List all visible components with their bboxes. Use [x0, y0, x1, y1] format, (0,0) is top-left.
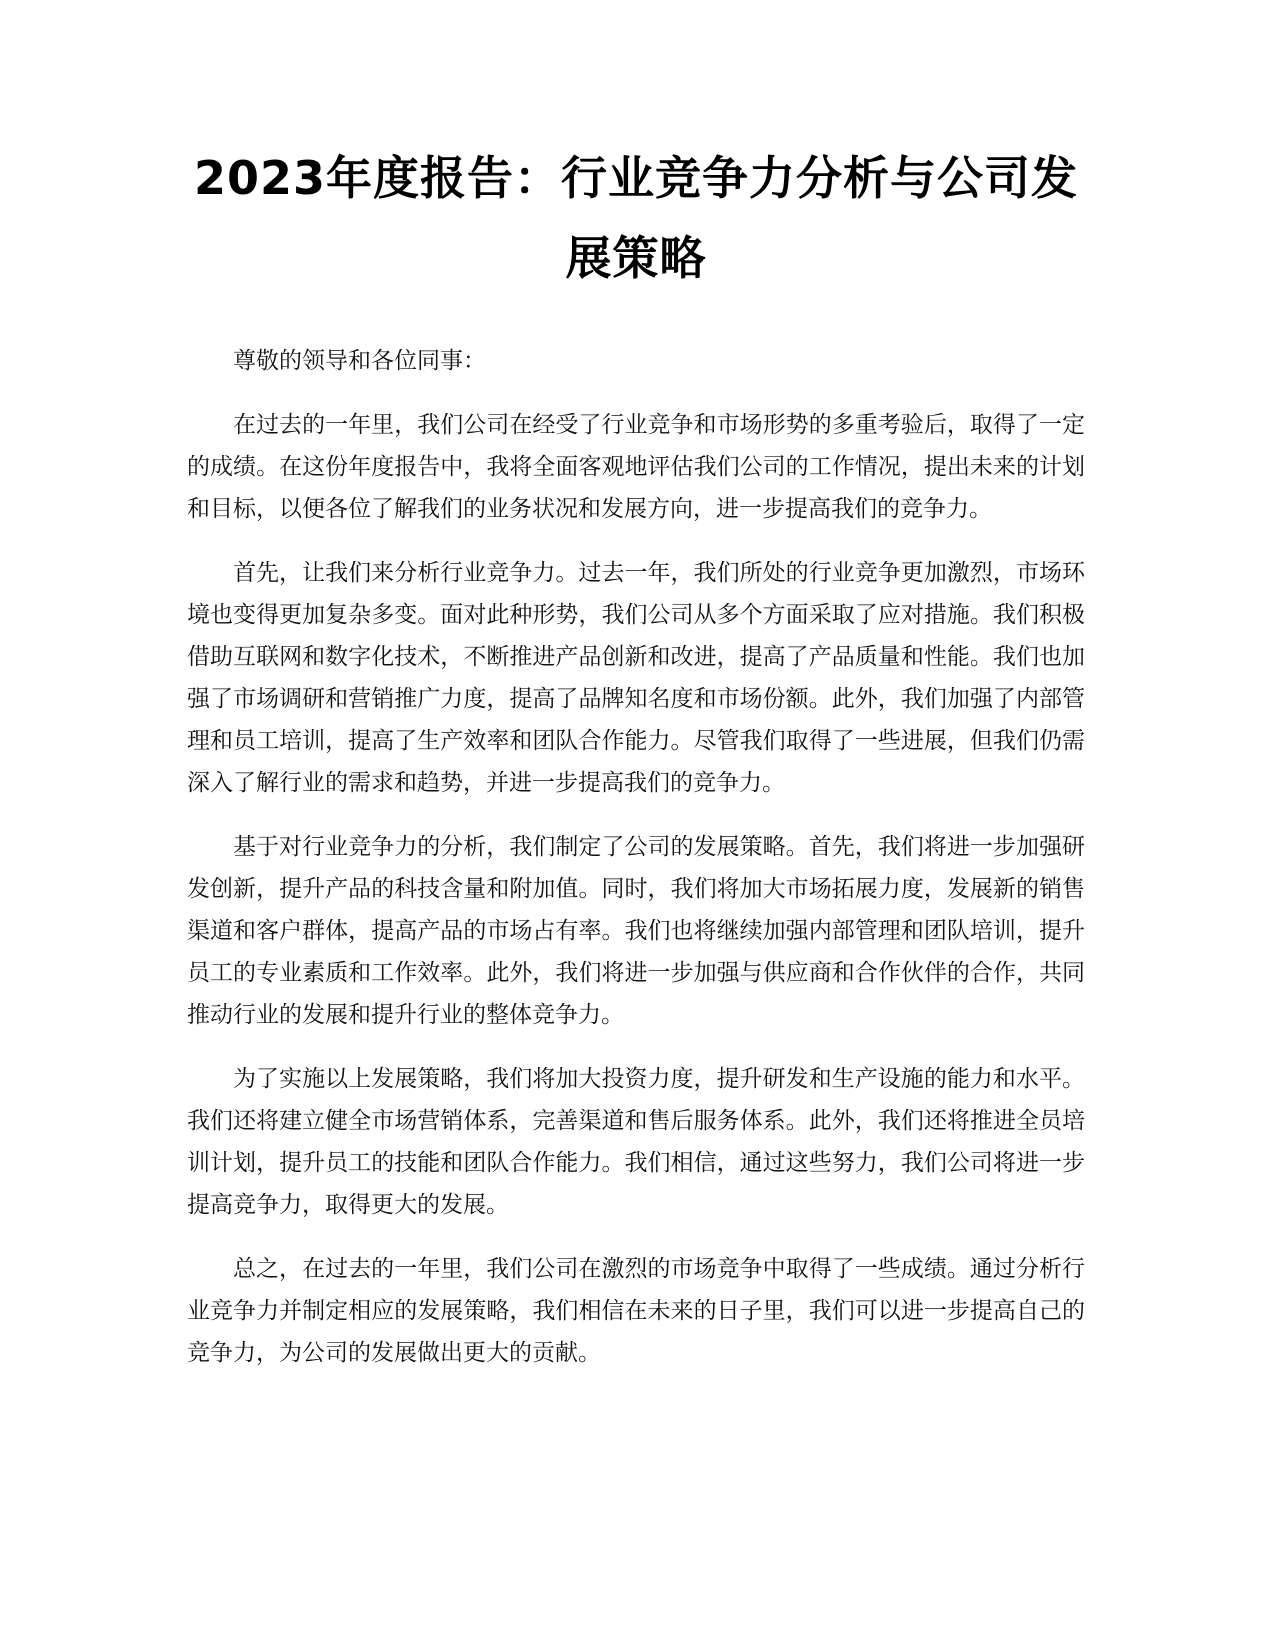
salutation: 尊敬的领导和各位同事： [233, 348, 486, 374]
paragraph-conclusion: 总之，在过去的一年里，我们公司在激烈的市场竞争中取得了一些成绩。通过分析行业竞争力并制定相应的发展策略，我们相信在未来的日子里，我们可以进一步提高自己的竞争力，为公司的发展做出更大的贡献。 [187, 1256, 1085, 1366]
document-title: 2023年度报告：行业竞争力分析与公司发展策略 [193, 151, 1079, 285]
paragraph-industry-analysis: 首先，让我们来分析行业竞争力。过去一年，我们所处的行业竞争更加激烈，市场环境也变得更加复杂多变。面对此种形势，我们公司从多个方面采取了应对措施。我们积极借助互联网和数字化技术，不断推进产品创新和改进，提高了产品质量和性能。我们也加强了市场调研和营销推广力度，提高了品牌知名度和市场份额。此外，我们加强了内部管理和员工培训，提高了生产效率和团队合作能力。尽管我们取得了一些进展，但我们仍需深入了解行业的需求和趋势，并进一步提高我们的竞争力。 [187, 560, 1085, 796]
paragraph-implementation: 为了实施以上发展策略，我们将加大投资力度，提升研发和生产设施的能力和水平。我们还将建立健全市场营销体系，完善渠道和售后服务体系。此外，我们还将推进全员培训计划，提升员工的技能和团队合作能力。我们相信，通过这些努力，我们公司将进一步提高竞争力，取得更大的发展。 [187, 1066, 1085, 1218]
paragraph-development-strategy: 基于对行业竞争力的分析，我们制定了公司的发展策略。首先，我们将进一步加强研发创新，提升产品的科技含量和附加值。同时，我们将加大市场拓展力度，发展新的销售渠道和客户群体，提高产品的市场占有率。我们也将继续加强内部管理和团队培训，提升员工的专业素质和工作效率。此外，我们将进一步加强与供应商和合作伙伴的合作，共同推动行业的发展和提升行业的整体竞争力。 [187, 834, 1085, 1028]
paragraph-intro: 在过去的一年里，我们公司在经受了行业竞争和市场形势的多重考验后，取得了一定的成绩。在这份年度报告中，我将全面客观地评估我们公司的工作情况，提出未来的计划和目标，以便各位了解我们的业务状况和发展方向，进一步提高我们的竞争力。 [187, 412, 1085, 522]
